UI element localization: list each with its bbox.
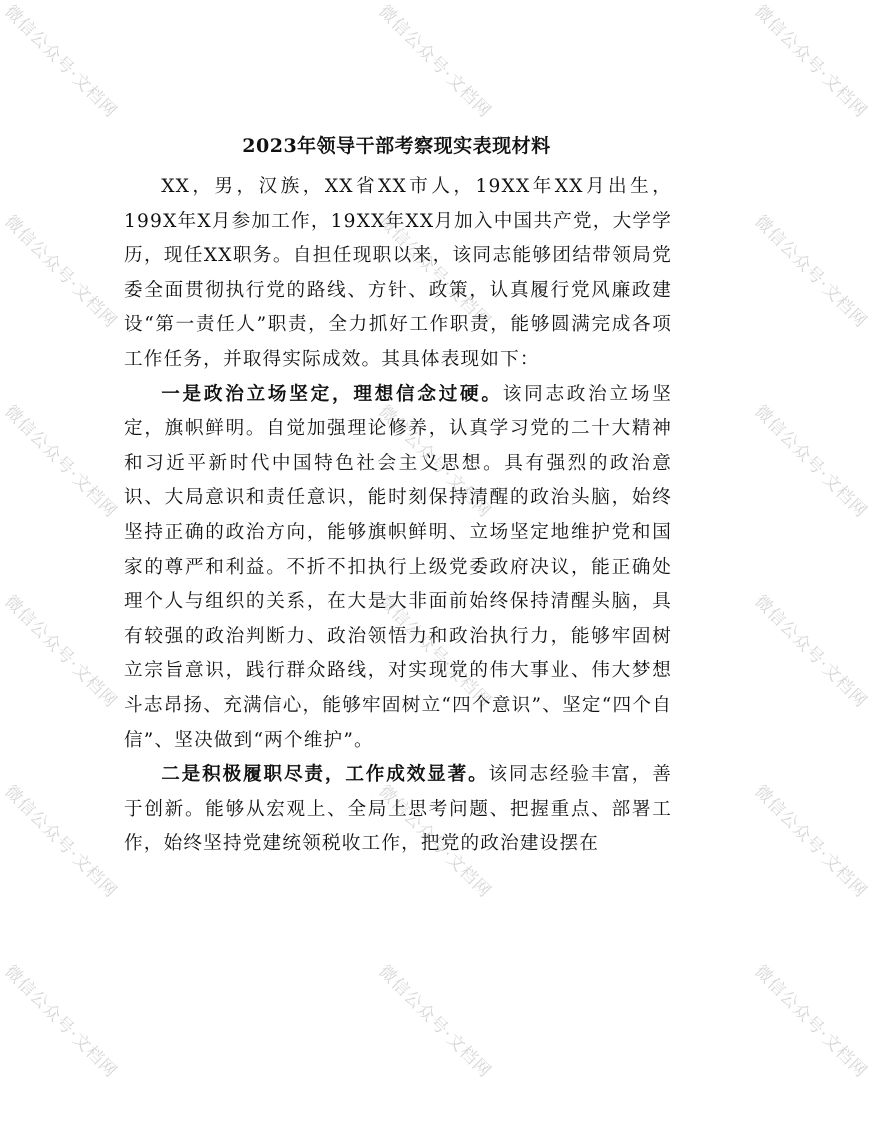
section-one-paragraph [124,378,672,759]
watermark: 微信公众号·文档网 [750,1,871,123]
watermark: 微信公众号·文档网 [374,781,495,903]
section-two-paragraph [124,758,672,862]
watermark: 微信公众号·文档网 [0,401,121,523]
document-body [124,170,672,862]
watermark: 微信公众号·文档网 [374,211,495,333]
watermark: 微信公众号·文档网 [374,1,495,123]
watermark: 微信公众号·文档网 [0,1,121,123]
watermark: 微信公众号·文档网 [750,211,871,333]
watermark: 微信公众号·文档网 [0,211,121,333]
watermark: 微信公众号·文档网 [750,961,871,1083]
document-title: 2023年领导干部考察现实表现材料 [242,135,551,157]
watermark: 微信公众号·文档网 [750,591,871,713]
watermark: 微信公众号·文档网 [0,591,121,713]
section-two-heading: 二是积极履职尽责，工作成效显著。 [161,764,489,786]
watermark: 微信公众号·文档网 [374,401,495,523]
watermark: 微信公众号·文档网 [0,961,121,1083]
intro-paragraph-text: XX，男，汉族，XX省XX市人，19XX年XX月出生，199X年X月参加工作，19XX年XX月加入中国共产党，大学学历，现任XX职务。自担任现职以来，该同志能够团结带领局党委全面贯彻执行党的路线、方针、政策，认真履行党风廉政建设“第一责任人”职责，全力抓好工作职责，能够圆满完成各项工作任务，并取得实际成效。其具体表现如下： [124,176,672,370]
section-one-text: 该同志政治立场坚定，旗帜鲜明。自觉加强理论修养，认真学习党的二十大精神和习近平新时代中国特色社会主义思想。具有强烈的政治意识、大局意识和责任意识，能时刻保持清醒的政治头脑，始终坚持正确的政治方向，能够旗帜鲜明、立场坚定地维护党和国家的尊严和利益。不折不扣执行上级党委政府决议，能正确处理个人与组织的关系，在大是大非面前始终保持清醒头脑，具有较强的政治判断力、政治领悟力和政治执行力，能够牢固树立宗旨意识，践行群众路线，对实现党的伟大事业、伟大梦想斗志昂扬、充满信心，能够牢固树立“四个意识”、坚定“四个自信”、坚决做到“两个维护”。 [124,383,672,751]
watermark: 微信公众号·文档网 [750,781,871,903]
watermark: 微信公众号·文档网 [750,401,871,523]
section-one-heading: 一是政治立场坚定，理想信念过硬。 [161,383,503,405]
watermark: 微信公众号·文档网 [374,961,495,1083]
watermark: 微信公众号·文档网 [0,781,121,903]
intro-paragraph [124,170,672,378]
watermark: 微信公众号·文档网 [374,591,495,713]
section-two-text: 该同志经验丰富，善于创新。能够从宏观上、全局上思考问题、把握重点、部署工作，始终坚持党建统领税收工作，把党的政治建设摆在 [124,764,672,855]
